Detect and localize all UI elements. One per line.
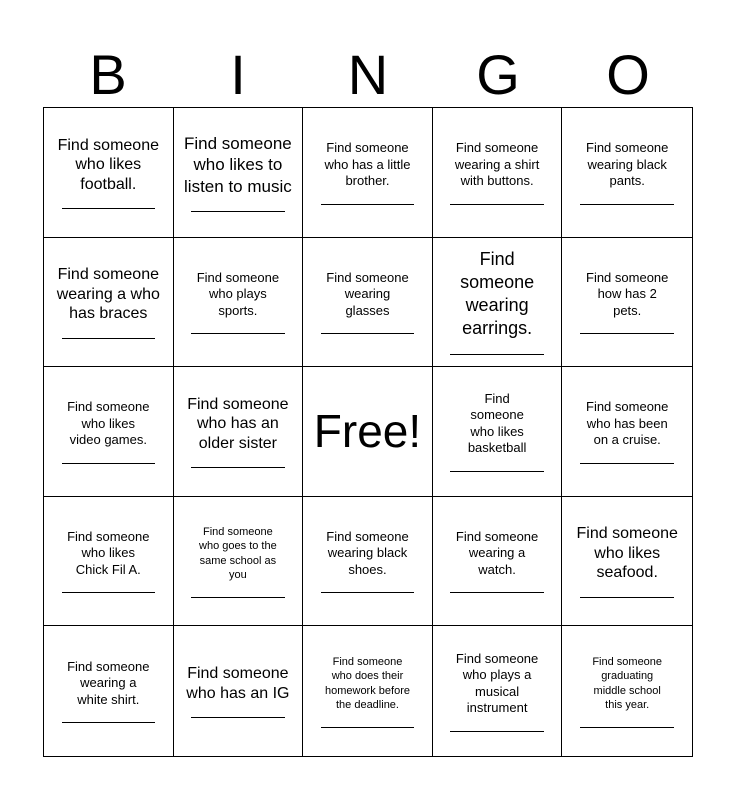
cell-prompt: Find someone who does their homework before the deadline. [324, 655, 410, 712]
signature-line [191, 467, 284, 468]
signature-line [191, 717, 284, 718]
bingo-cell-10[interactable] [562, 238, 692, 368]
cell-prompt: Find someone who has been on a cruise. [586, 399, 669, 448]
header-letter-g: G [476, 43, 520, 106]
signature-line [450, 592, 543, 593]
signature-line [580, 333, 674, 334]
bingo-cell-22[interactable] [174, 626, 304, 756]
bingo-cell-7[interactable] [174, 238, 304, 368]
cell-prompt: Find someone who likes Chick Fil A. [67, 528, 150, 577]
bingo-cell-8[interactable] [303, 238, 433, 368]
signature-line [321, 727, 414, 728]
bingo-cell-3[interactable] [303, 108, 433, 238]
bingo-cell-25[interactable] [562, 626, 692, 756]
cell-prompt: Find someone who likes basketball [467, 390, 527, 456]
cell-prompt: Find someone who plays sports. [196, 269, 280, 318]
free-space-cell[interactable] [303, 367, 433, 497]
cell-prompt: Find someone graduating middle school this year. [592, 655, 663, 712]
signature-line [580, 597, 674, 598]
signature-line [321, 592, 414, 593]
cell-prompt: Find someone who likes seafood. [576, 525, 678, 582]
bingo-cell-23[interactable] [303, 626, 433, 756]
cell-prompt: Find someone wearing black pants. [586, 140, 669, 189]
signature-line [580, 204, 674, 205]
signature-line [62, 722, 155, 723]
cell-prompt: Find someone wearing black shoes. [326, 528, 409, 577]
bingo-cell-16[interactable] [44, 497, 174, 627]
bingo-cell-15[interactable] [562, 367, 692, 497]
free-space-label: Free! [313, 405, 422, 458]
signature-line [191, 333, 284, 334]
signature-line [62, 592, 155, 593]
cell-prompt: Find someone wearing earrings. [460, 249, 535, 339]
bingo-cell-19[interactable] [433, 497, 563, 627]
bingo-cell-18[interactable] [303, 497, 433, 627]
bingo-cell-17[interactable] [174, 497, 304, 627]
signature-line [450, 731, 543, 732]
bingo-cell-5[interactable] [562, 108, 692, 238]
bingo-cell-12[interactable] [174, 367, 304, 497]
signature-line [580, 727, 674, 728]
bingo-cell-1[interactable] [44, 108, 174, 238]
signature-line [191, 211, 284, 212]
signature-line [62, 208, 155, 209]
bingo-cell-9[interactable] [433, 238, 563, 368]
bingo-cell-20[interactable] [562, 497, 692, 627]
signature-line [191, 597, 284, 598]
signature-line [450, 471, 543, 472]
header-letter-n: N [347, 43, 389, 106]
cell-prompt: Find someone wearing glasses [326, 269, 409, 318]
bingo-header [43, 44, 693, 108]
cell-prompt: Find someone who likes football. [57, 136, 159, 193]
bingo-cell-11[interactable] [44, 367, 174, 497]
cell-prompt: Find someone wearing a white shirt. [67, 658, 150, 707]
cell-prompt: Find someone wearing a who has braces [56, 266, 160, 323]
cell-prompt: Find someone who has an IG [186, 665, 290, 702]
signature-line [62, 463, 155, 464]
bingo-cell-14[interactable] [433, 367, 563, 497]
cell-prompt: Find someone how has 2 pets. [586, 269, 669, 318]
header-letter-b: B [89, 43, 127, 106]
bingo-cell-21[interactable] [44, 626, 174, 756]
bingo-cell-24[interactable] [433, 626, 563, 756]
signature-line [321, 204, 414, 205]
cell-prompt: Find someone who goes to the same school as you [199, 525, 277, 582]
signature-line [450, 354, 543, 355]
signature-line [62, 338, 155, 339]
cell-prompt: Find someone wearing a shirt with buttons. [454, 140, 540, 189]
cell-prompt: Find someone wearing a watch. [455, 528, 539, 577]
bingo-cell-2[interactable] [174, 108, 304, 238]
cell-prompt: Find someone who likes video games. [67, 399, 150, 448]
bingo-cell-4[interactable] [433, 108, 563, 238]
header-letter-i: I [230, 43, 246, 106]
signature-line [580, 463, 674, 464]
header-letter-o: O [606, 43, 650, 106]
bingo-grid [43, 107, 693, 757]
bingo-cell-6[interactable] [44, 238, 174, 368]
cell-prompt: Find someone who likes to listen to music [184, 133, 292, 196]
cell-prompt: Find someone who plays a musical instrument [455, 650, 539, 716]
signature-line [321, 333, 414, 334]
cell-prompt: Find someone who has an older sister [187, 395, 289, 452]
cell-prompt: Find someone who has a little brother. [324, 140, 411, 189]
signature-line [450, 204, 543, 205]
